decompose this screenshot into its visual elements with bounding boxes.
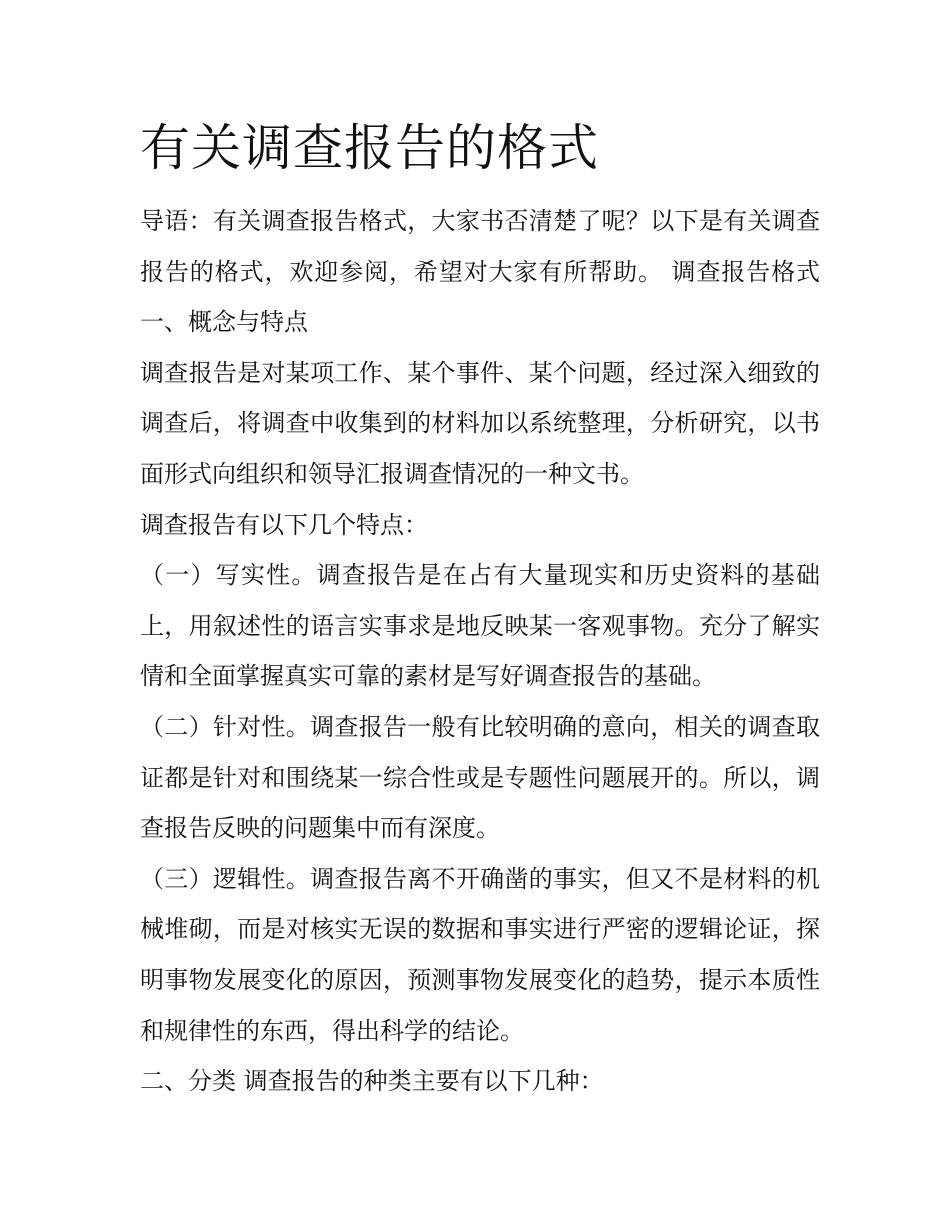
paragraph-feature-2: （二）针对性。调查报告一般有比较明确的意向，相关的调查取证都是针对和围绕某一综合性或是专题性问题展开的。所以，调查报告反映的问题集中而有深度。 — [140, 712, 820, 843]
paragraph-feature-1: （一）写实性。调查报告是在占有大量现实和历史资料的基础上，用叙述性的语言实事求是地反映某一客观事物。充分了解实情和全面掌握真实可靠的素材是写好调查报告的基础。 — [140, 561, 820, 691]
paragraph-definition: 调查报告是对某项工作、某个事件、某个问题，经过深入细致的调查后，将调查中收集到的材料加以系统整理，分析研究，以书面形式向组织和领导汇报调查情况的一种文书。 — [140, 358, 820, 488]
paragraph-features-heading: 调查报告有以下几个特点： — [140, 510, 428, 539]
document-title: 有关调查报告的格式 — [140, 119, 599, 177]
document-body — [140, 196, 820, 1107]
paragraph-classification: 二、分类 调查报告的种类主要有以下几种： — [140, 1067, 604, 1096]
paragraph-feature-3: （三）逻辑性。调查报告离不开确凿的事实，但又不是材料的机械堆砌，而是对核实无误的数据和事实进行严密的逻辑论证，探明事物发展变化的原因，预测事物发展变化的趋势，提示本质性和规律性的东西，得出科学的结论。 — [140, 864, 820, 1045]
paragraph-intro: 导语：有关调查报告格式，大家书否清楚了呢？以下是有关调查报告的格式，欢迎参阅，希望对大家有所帮助。 调查报告格式 一、概念与特点 — [140, 207, 820, 337]
